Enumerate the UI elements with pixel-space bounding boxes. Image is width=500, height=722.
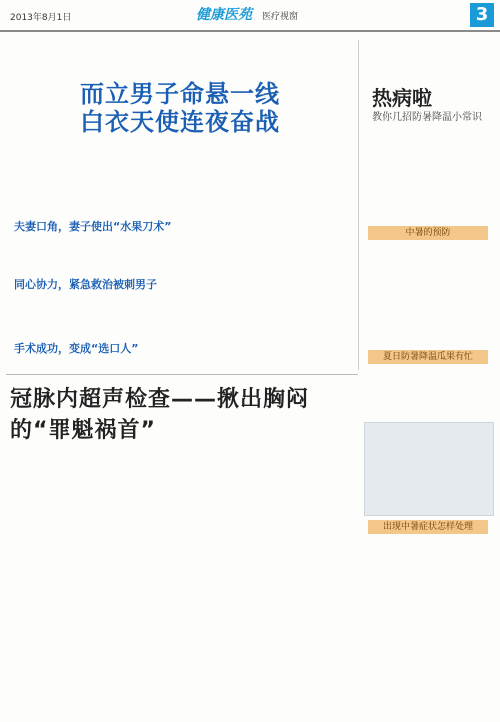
- issue-date: 2013年8月1日: [10, 13, 72, 23]
- subhead-2: 同心协力，紧急救治被刺男子: [14, 278, 157, 291]
- page-number: 3: [470, 3, 494, 27]
- photo: [364, 422, 494, 516]
- article-intro: [14, 184, 354, 214]
- second-headline: 冠脉内超声检查——揪出胸闷的“罪魁祸首”: [10, 387, 310, 443]
- main-headline: [40, 80, 320, 136]
- page-header: [0, 0, 500, 32]
- main-headline-line1: 而立男子命悬一线: [80, 80, 280, 108]
- subhead-3: 手术成功，变成“选口人”: [14, 342, 139, 355]
- sidebar-title: 热病啦: [372, 86, 432, 110]
- section-divider: [6, 374, 358, 375]
- box-fruit-title: 夏日防暑降温瓜果有忙: [368, 350, 488, 364]
- main-headline-line2: 白衣天使连夜奋战: [80, 108, 280, 136]
- box-treatment-title: 出现中暑症状怎样处理: [368, 520, 488, 534]
- box-prevention-title: 中暑的预防: [368, 226, 488, 240]
- masthead: 健康医苑: [196, 7, 252, 23]
- subhead-1: 夫妻口角，妻子使出“水果刀术”: [14, 220, 172, 233]
- column-divider: [358, 40, 359, 370]
- sidebar-subtitle: 教你几招防暑降温小常识: [372, 112, 482, 123]
- section-name: 医疗视窗: [262, 12, 299, 22]
